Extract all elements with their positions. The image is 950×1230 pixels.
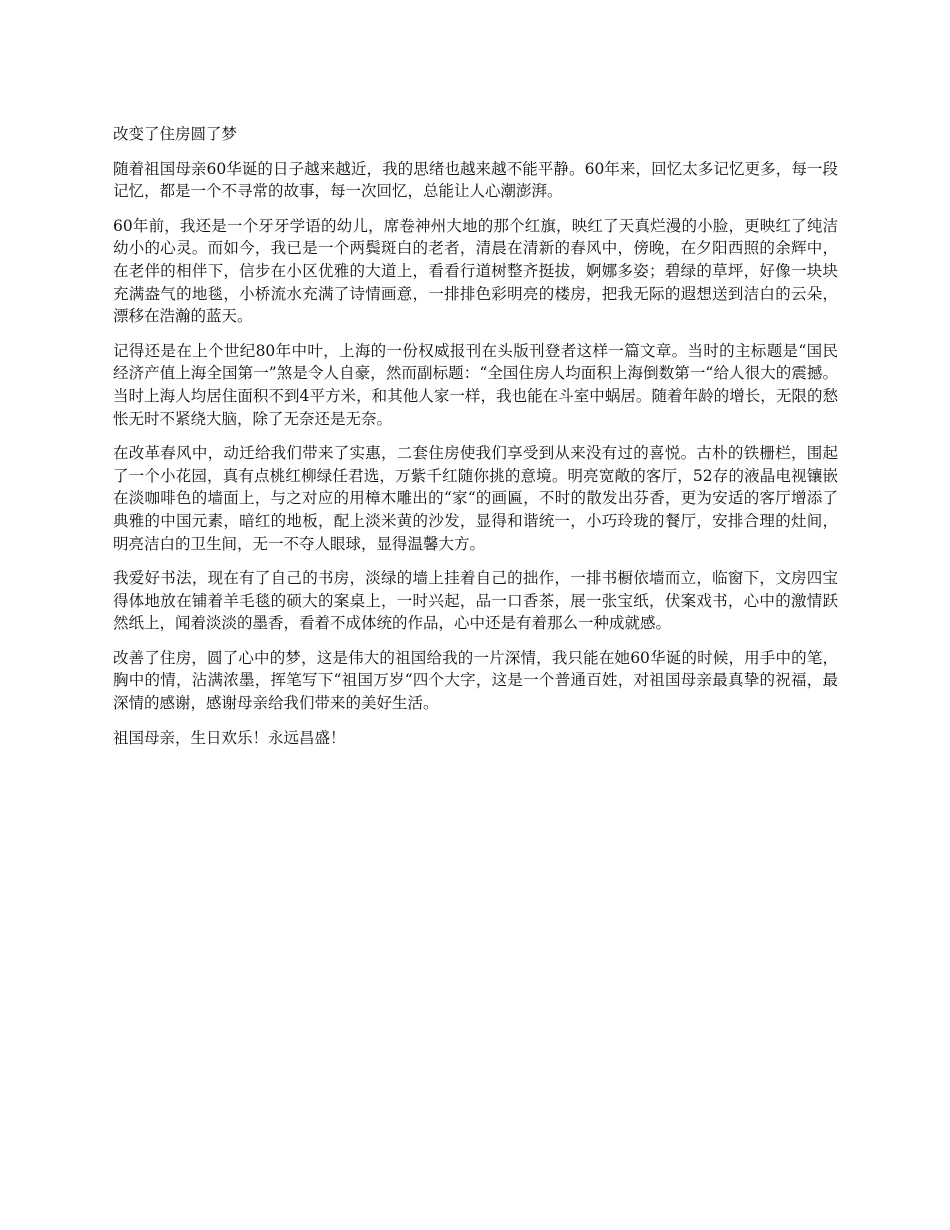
paragraph-2: 60年前，我还是一个牙牙学语的幼儿，席卷神州大地的那个红旗，映红了天真烂漫的小脸，更映红了纯洁幼小的心灵。而如今，我已是一个两鬓斑白的老者，清晨在清新的春风中，傍晚，在夕阳西照的余辉中，在老伴的相伴下，信步在小区优雅的大道上，看看行道树整齐挺拔，婀娜多姿；碧绿的草坪，好像一块块充满盎气的地毯，小桥流水充满了诗情画意，一排排色彩明亮的楼房，把我无际的遐想送到洁白的云朵，漂移在浩瀚的蓝天。: [113, 216, 838, 326]
closing-line: 祖国母亲，生日欢乐！永远昌盛！: [113, 728, 346, 747]
document-page: [113, 123, 838, 761]
paragraph-6: 改善了住房，圆了心中的梦，这是伟大的祖国给我的一片深情，我只能在她60华诞的时候，用手中的笔，胸中的情，沾满浓墨，挥笔写下“祖国万岁“四个大字，这是一个普通百姓，对祖国母亲最真挚的祝福，最深情的感谢，感谢母亲给我们带来的美好生活。: [113, 648, 838, 713]
paragraph-4: 在改革春风中，动迁给我们带来了实惠，二套住房使我们享受到从来没有过的喜悦。古朴的铁栅栏，围起了一个小花园，真有点桃红柳绿任君选，万紫千红随你挑的意境。明亮宽敞的客厅，52存的液晶电视镶嵌在淡咖啡色的墙面上，与之对应的用樟木雕出的“家“的画匾，不时的散发出芬香，更为安适的客厅增添了典雅的中国元素，暗红的地板，配上淡米黄的沙发，显得和谐统一，小巧玲珑的餐厅，安排合理的灶间，明亮洁白的卫生间，无一不夺人眼球，显得温馨大方。: [113, 444, 838, 553]
paragraph-5: 我爱好书法，现在有了自己的书房，淡绿的墙上挂着自己的拙作，一排书橱依墙而立，临窗下，文房四宝得体地放在铺着羊毛毯的硕大的案桌上，一时兴起，品一口香茶，展一张宝纸，伏案戏书，心中的激情跃然纸上，闻着淡淡的墨香，看着不成体统的作品，心中还是有着那么一种成就感。: [113, 569, 838, 633]
paragraph-3: 记得还是在上个世纪80年中叶，上海的一份权威报刊在头版刊登者这样一篇文章。当时的主标题是“国民经济产值上海全国第一”煞是令人自豪，然而副标题：“全国住房人均面积上海倒数第一“给人很大的震撼。当时上海人均居住面积不到4平方米，和其他人家一样，我也能在斗室中蜗居。随着年龄的增长，无限的愁怅无时不紧绕大脑，除了无奈还是无奈。: [113, 341, 838, 428]
paragraph-1: 随着祖国母亲60华诞的日子越来越近，我的思绪也越来越不能平静。60年来，回忆太多记忆更多，每一段记忆，都是一个不寻常的故事，每一次回忆，总能让人心潮澎湃。: [113, 159, 838, 201]
document-title: 改变了住房圆了梦: [113, 125, 238, 143]
